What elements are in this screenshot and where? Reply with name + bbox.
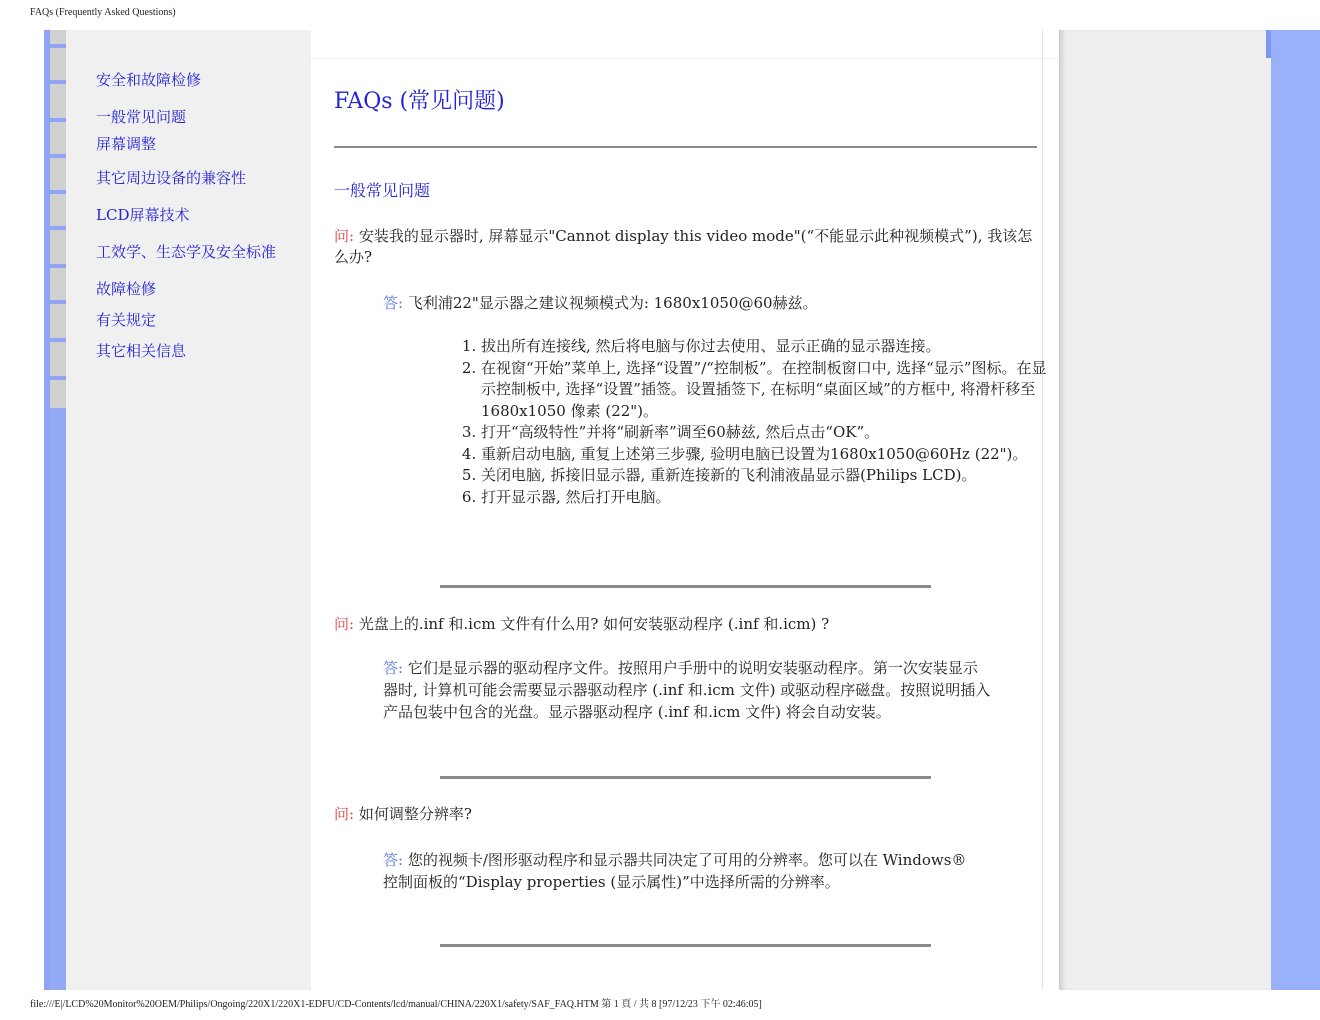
page-title: FAQs (常见问题) <box>334 89 505 114</box>
left-decor-bar <box>44 30 66 990</box>
question-label: 问: <box>334 227 355 245</box>
sidebar-item-other-info[interactable]: 其它相关信息 <box>96 342 187 360</box>
sidebar-nav <box>66 30 311 990</box>
right-decor-bar <box>1271 30 1320 990</box>
answer-label: 答: <box>383 294 404 312</box>
question-text: 安装我的显示器时, 屏幕显示"Cannot display this video mode"(“不能显示此种视频模式”), 我该怎么办? <box>334 227 1033 266</box>
faq-question-1 <box>334 226 1034 268</box>
question-label: 问: <box>334 615 355 633</box>
sidebar-item-screen-adjust[interactable]: 屏幕调整 <box>96 135 157 153</box>
answer-text: 它们是显示器的驱动程序文件。按照用户手册中的说明安装驱动程序。第一次安装显示器时, 计算机可能会需要显示器驱动程序 (.inf 和.icm 文件) 或驱动程序磁盘。按照说明插入产品包装中包含的光盘。显示器驱动程序 (.inf 和.icm 文件) 将会自动安装。 <box>383 659 991 721</box>
right-margin <box>1059 30 1271 990</box>
sidebar-item-regulatory[interactable]: 有关规定 <box>96 311 157 329</box>
sidebar-item-lcd-tech[interactable]: LCD屏幕技术 <box>96 206 190 224</box>
faq-divider <box>440 585 931 588</box>
steps-list <box>440 336 1056 508</box>
sidebar-item-safety[interactable]: 安全和故障检修 <box>96 71 202 89</box>
answer-text: 您的视频卡/图形驱动程序和显示器共同决定了可用的分辨率。您可以在 Windows® 控制面板的“Display properties (显示属性)”中选择所需的分辨率。 <box>383 851 967 891</box>
faq-answer-1 <box>383 292 1023 314</box>
faq-answer-2 <box>383 657 991 723</box>
answer-label: 答: <box>383 851 404 869</box>
faq-question-2 <box>334 614 1034 635</box>
list-item: 5. 关闭电脑, 拆接旧显示器, 重新连接新的飞利浦液晶显示器(Philips LCD)。 <box>481 465 1056 487</box>
sidebar-item-general-faq[interactable]: 一般常见问题 <box>96 108 187 126</box>
print-footer: file:///E|/LCD%20Monitor%20OEM/Philips/Ongoing/220X1/220X1-EDFU/CD-Contents/lcd/manual/CHINA/220X1/safety/SAF_FAQ.HTM 第 1 頁 / 共 8 [97/12/23 下午 02:46:05] <box>30 999 762 1010</box>
sidebar-item-standards[interactable]: 工效学、生态学及安全标准 <box>96 243 277 261</box>
print-header: FAQs (Frequently Asked Questions) <box>30 7 176 18</box>
faq-divider <box>440 776 931 779</box>
faq-question-3 <box>334 804 1034 825</box>
faq-answer-3 <box>383 849 973 893</box>
title-divider <box>334 146 1037 148</box>
question-text: 如何调整分辨率? <box>354 805 472 823</box>
question-text: 光盘上的.inf 和.icm 文件有什么用? 如何安装驱动程序 (.inf 和.icm) ? <box>354 615 830 633</box>
list-item: 3. 打开“高级特性”并将“刷新率”调至60赫兹, 然后点击“OK”。 <box>481 422 1056 444</box>
faq-divider <box>440 944 931 947</box>
list-item: 4. 重新启动电脑, 重复上述第三步骤, 验明电脑已设置为1680x1050@60Hz (22")。 <box>481 444 1056 466</box>
section-heading: 一般常见问题 <box>334 181 431 200</box>
sidebar-item-troubleshooting[interactable]: 故障检修 <box>96 280 157 298</box>
list-item: 2. 在视窗“开始”菜单上, 选择“设置”/“控制板”。在控制板窗口中, 选择“显示”图标。在显示控制板中, 选择“设置”插签。设置插签下, 在标明“桌面区域”的方框中, 将滑杆移至 1680x1050 像素 (22")。 <box>481 358 1056 423</box>
question-label: 问: <box>334 805 355 823</box>
main-content <box>311 30 1059 990</box>
list-item: 6. 打开显示器, 然后打开电脑。 <box>481 487 1056 509</box>
answer-text: 飞利浦22"显示器之建议视频模式为: 1680x1050@60赫兹。 <box>403 294 818 312</box>
list-item: 1. 拔出所有连接线, 然后将电脑与你过去使用、显示正确的显示器连接。 <box>481 336 1056 358</box>
sidebar-item-compatibility[interactable]: 其它周边设备的兼容性 <box>96 169 247 187</box>
answer-label: 答: <box>383 659 404 677</box>
